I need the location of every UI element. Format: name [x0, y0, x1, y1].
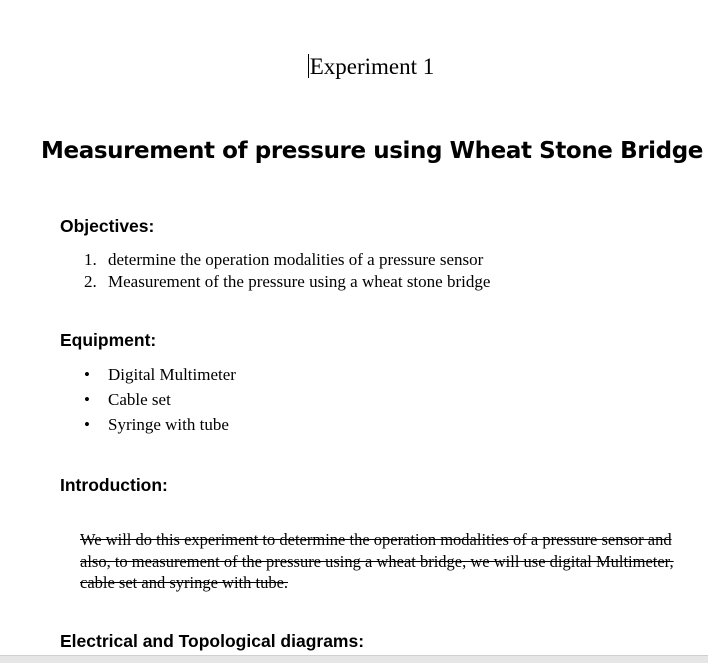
introduction-paragraph: We will do this experiment to determine the operation modalities of a pressure sensor and also, to measurement of the pressure using a wheat bridge, we will use digital Multimeter, cable set and syringe with tube.: [80, 530, 674, 592]
list-item-text: Syringe with tube: [108, 415, 229, 434]
experiment-title-text: Experiment 1: [309, 54, 435, 79]
list-item: [80, 387, 236, 412]
list-number: 2.: [84, 272, 97, 291]
bullet-icon: •: [84, 390, 90, 409]
bullet-icon: •: [84, 365, 90, 384]
list-item: [80, 271, 490, 293]
horizontal-scrollbar[interactable]: [0, 655, 708, 663]
list-item: [80, 249, 490, 271]
main-title: Measurement of pressure using Wheat Stone Bridge: [41, 138, 703, 164]
bullet-icon: •: [84, 415, 90, 434]
equipment-list: [80, 362, 236, 437]
introduction-heading: Introduction:: [60, 475, 168, 495]
experiment-title: [0, 52, 708, 82]
objectives-list: [80, 249, 490, 293]
objectives-heading: Objectives:: [60, 216, 155, 236]
diagrams-heading: Electrical and Topological diagrams:: [60, 631, 365, 651]
list-item-text: Measurement of the pressure using a wheat stone bridge: [108, 272, 491, 291]
list-item: [80, 412, 236, 437]
list-item-text: determine the operation modalities of a pressure sensor: [108, 250, 484, 269]
equipment-heading: Equipment:: [60, 330, 157, 350]
text-cursor: [308, 54, 309, 78]
list-number: 1.: [84, 250, 97, 269]
list-item-text: Digital Multimeter: [108, 365, 236, 384]
list-item-text: Cable set: [108, 390, 171, 409]
list-item: [80, 362, 236, 387]
